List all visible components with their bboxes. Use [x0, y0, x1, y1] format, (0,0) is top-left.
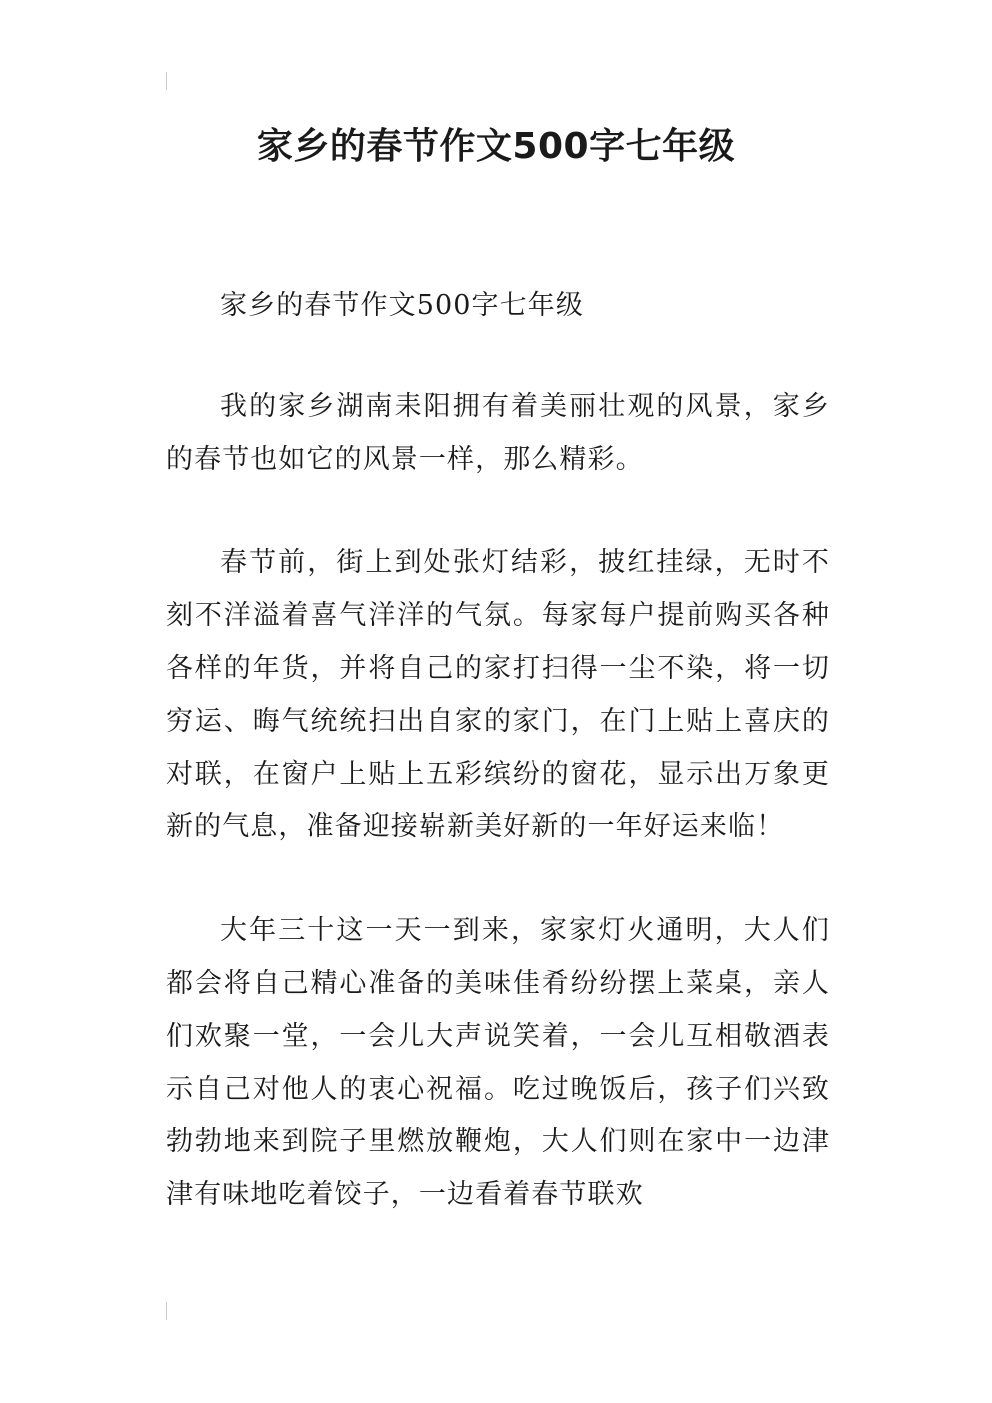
page-corner-mark	[166, 72, 167, 90]
paragraph: 春节前，街上到处张灯结彩，披红挂绿，无时不刻不洋溢着喜气洋洋的气氛。每家每户提前购买各种各样的年货，并将自己的家打扫得一尘不染，将一切穷运、晦气统统扫出自家的家门，在门上贴上喜庆的对联，在窗户上贴上五彩缤纷的窗花，显示出万象更新的气息，准备迎接崭新美好新的一年好运来临！	[166, 547, 830, 843]
document-subtitle: 家乡的春节作文500字七年级	[220, 290, 584, 321]
document-title: 家乡的春节作文500字七年级	[256, 126, 736, 167]
paragraph: 大年三十这一天一到来，家家灯火通明，大人们都会将自己精心准备的美味佳肴纷纷摆上菜桌，亲人们欢聚一堂，一会儿大声说笑着，一会儿互相敬酒表示自己对他人的衷心祝福。吃过晚饭后，孩子们兴致勃勃地来到院子里燃放鞭炮，大人们则在家中一边津津有味地吃着饺子，一边看着春节联欢	[166, 915, 830, 1211]
paragraph: 我的家乡湖南耒阳拥有着美丽壮观的风景，家乡的春节也如它的风景一样，那么精彩。	[166, 390, 830, 475]
page-corner-mark	[166, 1302, 167, 1320]
document-body	[166, 280, 830, 1273]
